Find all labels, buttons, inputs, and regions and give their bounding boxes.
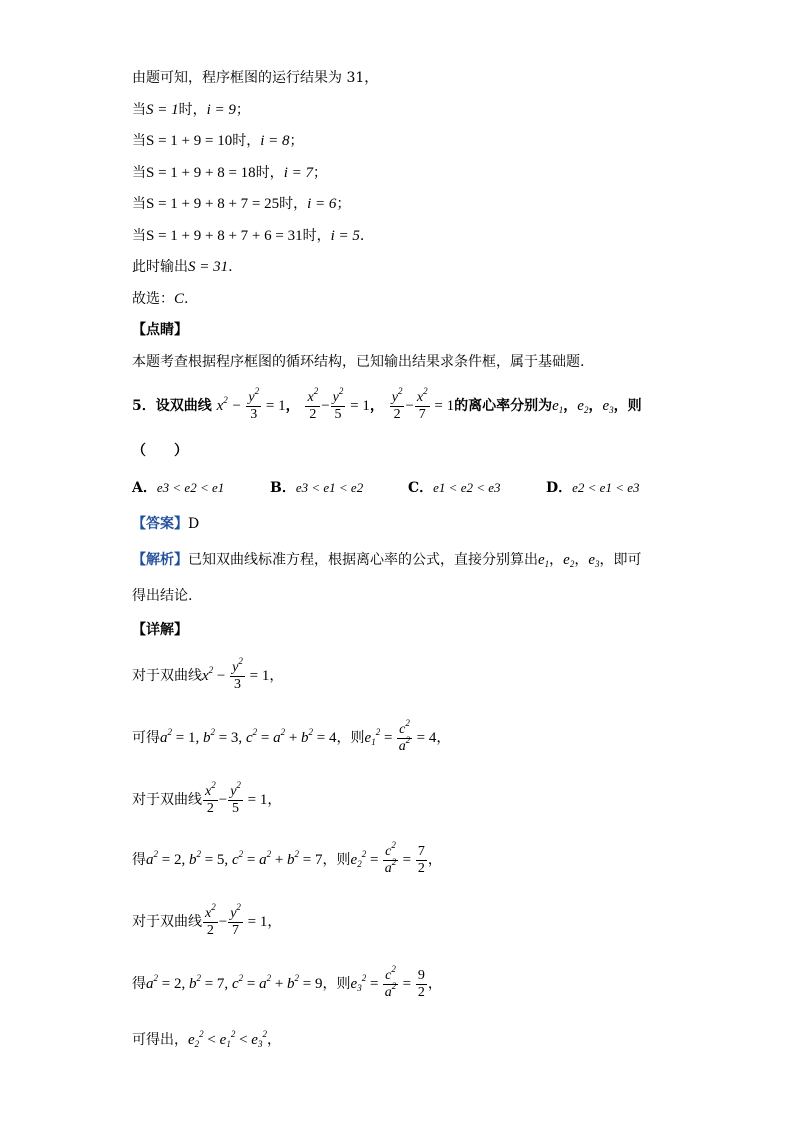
step-line-4: 当S = 1 + 9 + 8 + 7 = 25时，i = 6；	[132, 196, 351, 212]
choice-line: 故选：C.	[132, 291, 189, 307]
question-5-paren: （ ）	[132, 443, 188, 459]
output-line: 此时输出S = 31.	[132, 259, 233, 275]
analysis-label: 【解析】	[132, 552, 188, 568]
detail-hyperbola-1: 对于双曲线$x^2$ − $\frac{y^2}{3}$ = 1，	[132, 655, 284, 692]
option-b[interactable]: B．e3 < e1 < e2	[270, 480, 364, 496]
options-row	[132, 478, 684, 498]
analysis-line-2: 得出结论.	[132, 588, 193, 604]
detail-result-2: 得$a^2 = 2$, $b^2 = 5$, $c^2 = a^2 + b^2 = 7$，则$e_2^2$ = $\frac{c^2}{a^2}$ = $\frac{7}{2}$ ，	[132, 839, 442, 876]
answer-line	[132, 514, 199, 534]
analysis-line: 【解析】已知双曲线标准方程，根据离心率的公式，直接分别算出$e_1$，$e_2$，$e_3$，即可	[132, 552, 642, 569]
option-d[interactable]: D．e2 < e1 < e3	[546, 480, 640, 496]
detail-hyperbola-3: 对于双曲线 $\frac{x^2}{2}$ − $\frac{y^2}{7}$ = 1，	[132, 901, 282, 938]
detail-result-1: 可得$a^2 = 1$, $b^2 = 3$, $c^2 = a^2 + b^2 = 4$，则$e_1^2$ = $\frac{c^2}{a^2}$ = 4，	[132, 717, 451, 754]
final-conclusion: 可得出，$e_2^2 < e_1^2 < e_3^2$，	[132, 1029, 281, 1049]
answer-value: D	[188, 516, 200, 532]
detail-hyperbola-2: 对于双曲线 $\frac{x^2}{2}$ − $\frac{y^2}{5}$ = 1，	[132, 779, 282, 816]
option-a[interactable]: A．e3 < e2 < e1	[132, 480, 225, 496]
dianjing-text: 本题考查根据程序框图的循环结构，已知输出结果求条件框，属于基础题.	[132, 354, 585, 370]
detail-result-3: 得$a^2 = 2$, $b^2 = 7$, $c^2 = a^2 + b^2 = 9$，则$e_3^2$ = $\frac{c^2}{a^2}$ = $\frac{9}{2}$ ，	[132, 963, 442, 1000]
step-line-1: 当S = 1时，i = 9；	[132, 102, 250, 118]
step-line-3: 当S = 1 + 9 + 8 = 18时，i = 7；	[132, 165, 327, 181]
question-5: 5．设双曲线 $x^2$ − $\frac{y^2}{3}$ = 1， $\frac{x^2}{2}$ − $\frac{y^2}{5}$ = 1， $\frac{y^2}{2}$ − $\frac{x^2}{7}$ = 1的离心率分别为$e_1$，$e_2$，$e_3$，则	[132, 385, 642, 422]
dianjing-label: 【点睛】	[132, 322, 188, 338]
solution-intro: 由题可知，程序框图的运行结果为 31，	[132, 70, 379, 86]
option-c[interactable]: C．e1 < e2 < e3	[408, 480, 501, 496]
step-line-5: 当S = 1 + 9 + 8 + 7 + 6 = 31时，i = 5.	[132, 228, 365, 244]
detail-label: 【详解】	[132, 622, 188, 638]
step-line-2: 当S = 1 + 9 = 10时，i = 8；	[132, 133, 304, 149]
answer-label: 【答案】	[132, 516, 188, 532]
